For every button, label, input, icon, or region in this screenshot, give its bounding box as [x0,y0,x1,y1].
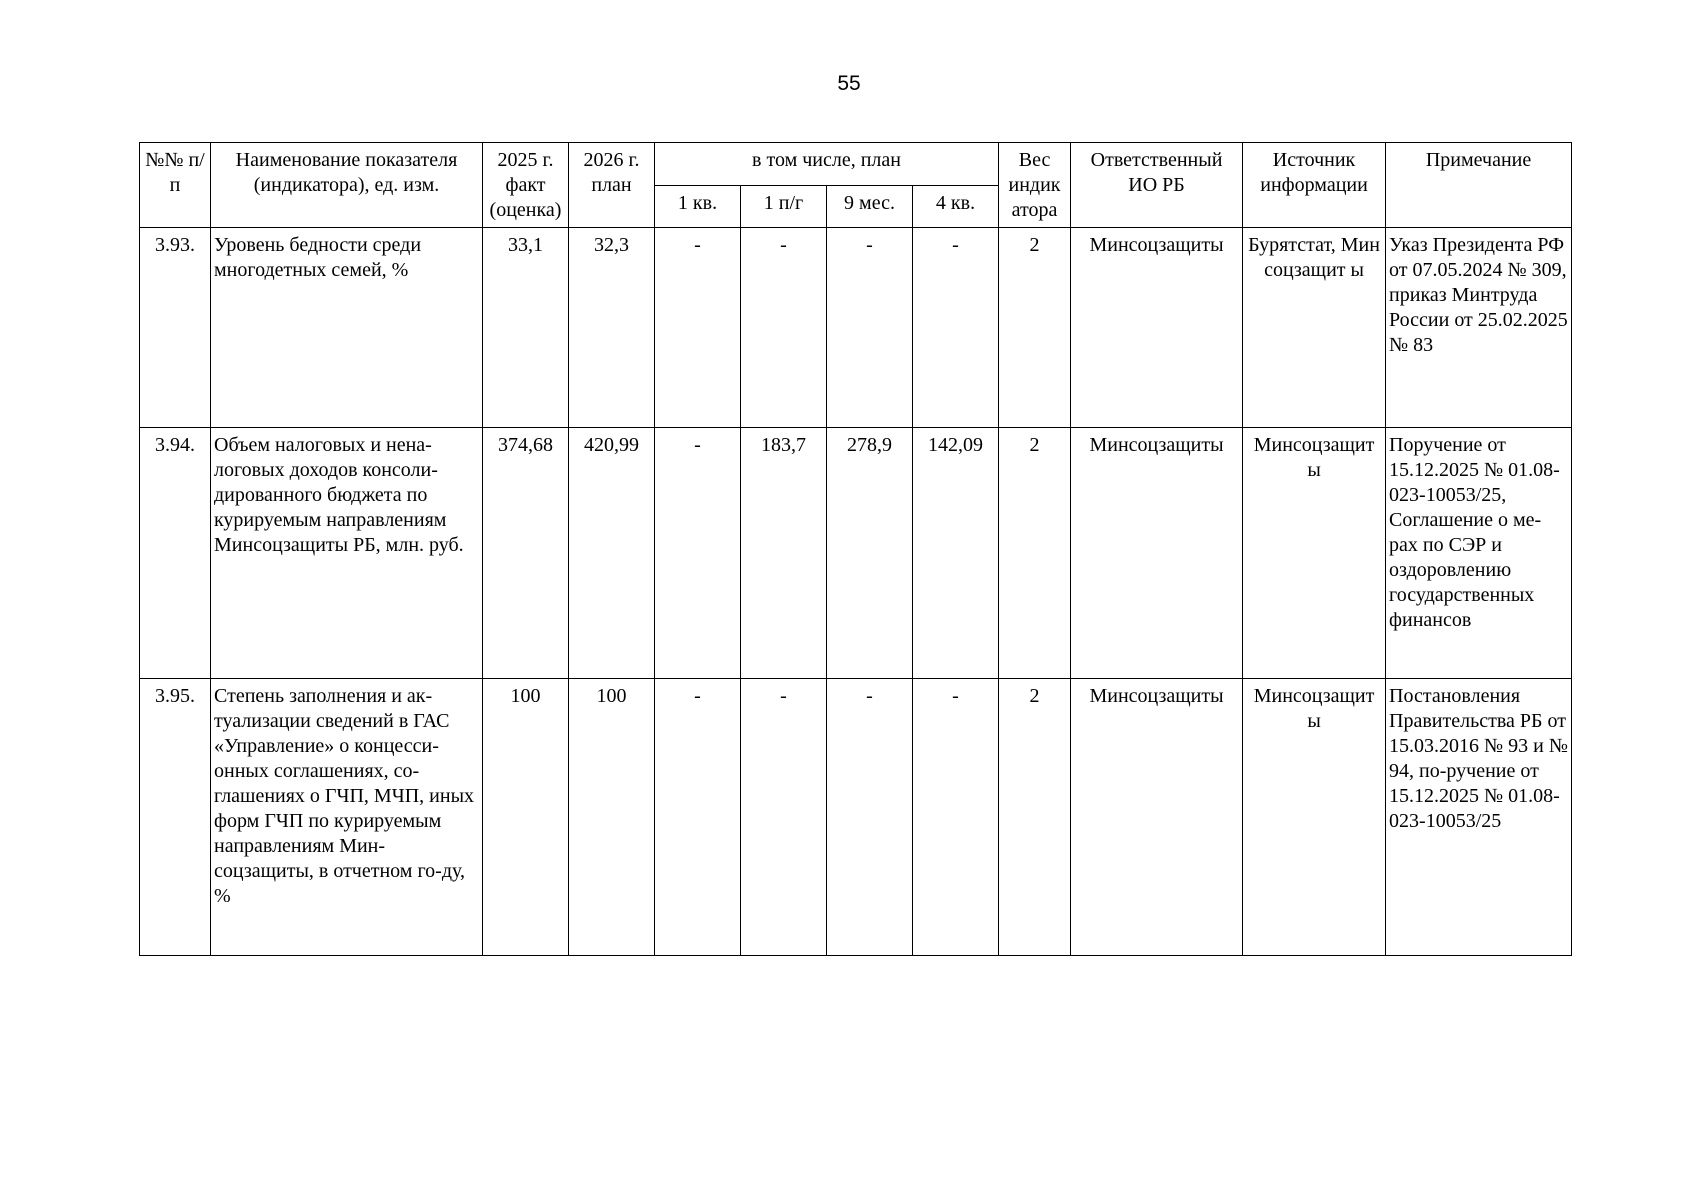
header-fact-2025: 2025 г. факт (оценка) [483,143,569,228]
cell-q1: - [655,428,741,679]
cell-name: Объем налоговых и нена-логовых доходов консоли-дированного бюджета по курируемым направлениям Минсоцзащиты РБ, млн. руб. [211,428,483,679]
cell-source: Минсоцзащит ы [1243,428,1386,679]
header-q4: 4 кв. [913,185,999,228]
cell-plan-2026: 32,3 [569,228,655,428]
header-9-months: 9 мес. [827,185,913,228]
cell-weight: 2 [999,228,1071,428]
header-num: №№ п/п [140,143,211,228]
header-plan-2026: 2026 г. план [569,143,655,228]
cell-num: 3.95. [140,679,211,956]
cell-weight: 2 [999,428,1071,679]
table-header-row [140,143,1572,186]
cell-responsible: Минсоцзащиты [1071,679,1243,956]
cell-note: Постановления Правительства РБ от 15.03.2016 № 93 и № 94, по-ручение от 15.12.2025 № 01.08-023-10053/25 [1386,679,1572,956]
page-number: 55 [837,72,861,95]
cell-h1: - [741,679,827,956]
cell-9-months: - [827,679,913,956]
cell-9-months: 278,9 [827,428,913,679]
cell-9-months: - [827,228,913,428]
cell-fact-2025: 100 [483,679,569,956]
indicators-table [139,142,1572,956]
cell-name: Уровень бедности среди многодетных семей, % [211,228,483,428]
cell-source: Минсоцзащит ы [1243,679,1386,956]
cell-q4: 142,09 [913,428,999,679]
cell-num: 3.93. [140,228,211,428]
table-row [140,428,1572,679]
cell-name: Степень заполнения и ак-туализации сведений в ГАС «Управление» о концесси-онных соглашениях, со-глашениях о ГЧП, МЧП, иных форм ГЧП по курируемым направлениям Мин-соцзащиты, в отчетном го-ду, % [211,679,483,956]
cell-fact-2025: 374,68 [483,428,569,679]
header-h1: 1 п/г [741,185,827,228]
cell-plan-2026: 420,99 [569,428,655,679]
cell-q1: - [655,228,741,428]
header-name: Наименование показателя (индикатора), ед. изм. [211,143,483,228]
cell-h1: 183,7 [741,428,827,679]
cell-q4: - [913,228,999,428]
cell-plan-2026: 100 [569,679,655,956]
table-row [140,679,1572,956]
header-note: Примечание [1386,143,1572,228]
header-weight: Вес индик атора [999,143,1071,228]
cell-responsible: Минсоцзащиты [1071,428,1243,679]
cell-fact-2025: 33,1 [483,228,569,428]
table-row [140,228,1572,428]
cell-h1: - [741,228,827,428]
cell-weight: 2 [999,679,1071,956]
cell-note: Поручение от 15.12.2025 № 01.08-023-10053/25, Соглашение о ме-рах по СЭР и оздоровлению государственных финансов [1386,428,1572,679]
cell-note: Указ Президента РФ от 07.05.2024 № 309, приказ Минтруда России от 25.02.2025 № 83 [1386,228,1572,428]
header-responsible: Ответственный ИО РБ [1071,143,1243,228]
header-including-plan: в том числе, план [655,143,999,186]
cell-responsible: Минсоцзащиты [1071,228,1243,428]
cell-num: 3.94. [140,428,211,679]
cell-q4: - [913,679,999,956]
cell-q1: - [655,679,741,956]
header-source: Источник информации [1243,143,1386,228]
header-q1: 1 кв. [655,185,741,228]
cell-source: Бурятстат, Минсоцзащит ы [1243,228,1386,428]
